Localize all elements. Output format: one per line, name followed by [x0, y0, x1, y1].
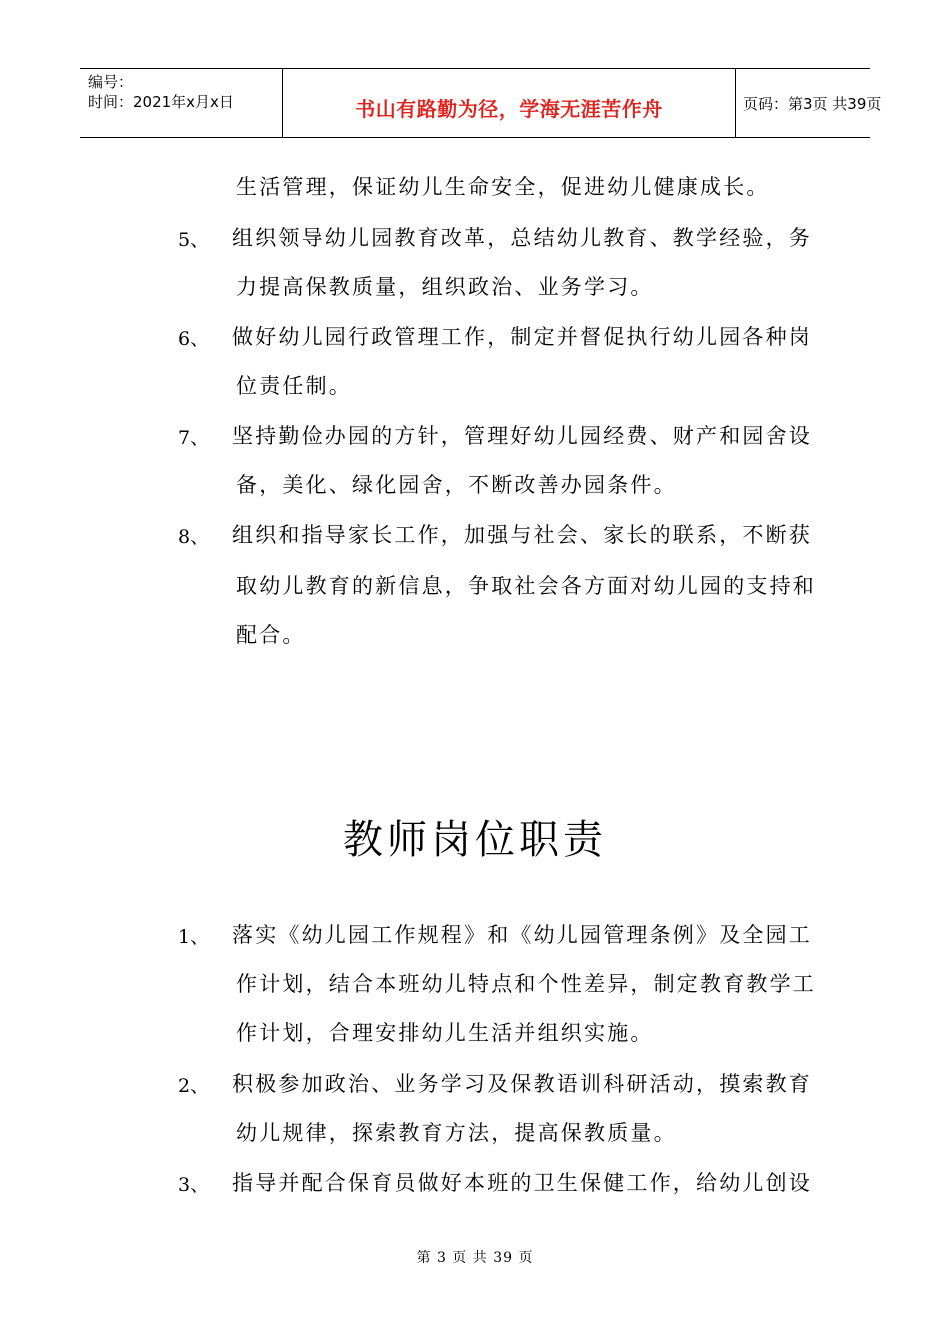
page-header — [80, 68, 882, 138]
continuation-line: 生活管理，保证幼儿生命安全，促进幼儿健康成长。 — [236, 175, 770, 199]
list-item-number: 5、 — [178, 229, 210, 251]
list-item-line: 备，美化、绿化园舍，不断改善办园条件。 — [236, 473, 677, 497]
header-motto: 书山有路勤为径，学海无涯苦作舟 — [355, 97, 663, 121]
list-item-number: 2、 — [178, 1075, 210, 1097]
list-item-line: 积极参加政治、业务学习及保教语训科研活动，摸索教育 — [232, 1072, 812, 1096]
header-page-info: 页码：第3页 共39页 — [743, 95, 882, 113]
page-footer: 第 3 页 共 39 页 — [416, 1250, 534, 1266]
list-item-line: 作计划，结合本班幼儿特点和个性差异，制定教育教学工 — [236, 972, 816, 996]
list-item-line: 配合。 — [236, 623, 306, 647]
list-item-line: 组织领导幼儿园教育改革，总结幼儿教育、教学经验，务 — [232, 226, 812, 250]
list-item-number: 3、 — [178, 1174, 210, 1196]
document-date-label: 时间：2021年x月x日 — [88, 93, 234, 111]
list-item-line: 落实《幼儿园工作规程》和《幼儿园管理条例》及全园工 — [232, 923, 812, 947]
list-item-number: 6、 — [178, 328, 210, 350]
list-item-line: 位责任制。 — [236, 374, 352, 398]
list-item-line: 力提高保教质量，组织政治、业务学习。 — [236, 275, 654, 299]
header-motto-cell — [282, 69, 736, 137]
list-item-line: 指导并配合保育员做好本班的卫生保健工作，给幼儿创设 — [232, 1171, 812, 1195]
list-item-line: 作计划，合理安排幼儿生活并组织实施。 — [236, 1021, 654, 1045]
list-item-line: 取幼儿教育的新信息，争取社会各方面对幼儿园的支持和 — [236, 574, 816, 598]
list-item-line: 坚持勤俭办园的方针，管理好幼儿园经费、财产和园舍设 — [232, 424, 812, 448]
list-item-number: 7、 — [178, 427, 210, 449]
section-title: 教师岗位职责 — [343, 817, 607, 863]
list-item-line: 幼儿规律，探索教育方法，提高保教质量。 — [236, 1121, 677, 1145]
list-item-line: 组织和指导家长工作，加强与社会、家长的联系，不断获 — [232, 523, 812, 547]
list-item-number: 1、 — [178, 926, 210, 948]
list-item-line: 做好幼儿园行政管理工作，制定并督促执行幼儿园各种岗 — [232, 325, 812, 349]
document-number-label: 编号： — [88, 73, 134, 91]
list-item-number: 8、 — [178, 526, 210, 548]
header-page-cell — [735, 69, 882, 137]
header-meta-cell — [80, 69, 282, 137]
